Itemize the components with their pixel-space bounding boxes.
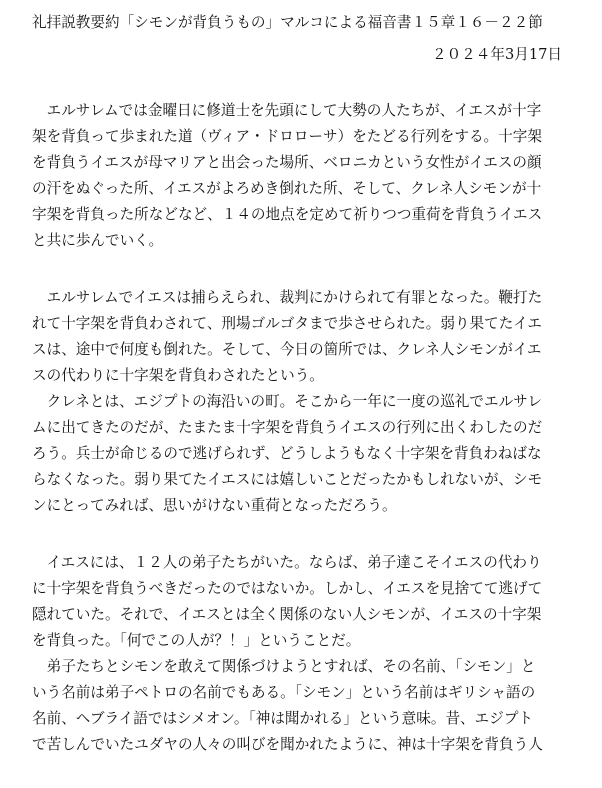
paragraph-line [0,416,602,440]
paragraph-line [0,603,602,627]
paragraph-text: クレネとは、エジプトの海沿いの町。そこから一年に一度の巡礼でエルサレ [32,393,543,410]
paragraph-text: いう名前は弟子ペトロの名前でもある。「シモン」という名前はギリシャ語の [32,684,536,701]
paragraph-line [0,390,602,414]
paragraph-text: 架を背負って歩まれた道（ヴィア・ドロローサ）をたどる行列をする。十字架 [32,128,542,145]
paragraph-line [0,442,602,466]
paragraph-text: ろう。兵士が命じるので逃げられず、どうしようもなく十字架を背負わねばな [32,445,542,462]
paragraph-line [0,229,602,253]
paragraph-text: 隠れていた。それで、イエスとは全く関係のない人シモンが、イエスの十字架 [32,606,542,623]
paragraph-line [0,177,602,201]
paragraph-line [0,364,602,388]
paragraph-text: を背負った。「何でこの人が？！」ということだ。 [32,632,361,649]
paragraph-line [0,655,602,679]
paragraph-text: エルサレムでは金曜日に修道士を先頭にして大勢の人たちが、イエスが十字 [32,102,542,119]
paragraph-text: ムに出てきたのだが、たまたま十字架を背負うイエスの行列に出くわしたのだ [32,419,543,436]
paragraph-text: ンにとってみれば、思いがけない重荷となっただろう。 [32,497,397,514]
paragraph-text: 字架を背負った所などなど、１４の地点を定めて祈りつつ重荷を背負うイエス [32,206,543,223]
paragraph-line [0,551,602,575]
paragraph-text: に十字架を背負うべきだったのではないか。しかし、イエスを見捨てて逃げて [32,580,543,597]
document-date [0,43,602,67]
paragraph-line [0,707,602,731]
paragraph-text: で苦しんでいたユダヤの人々の叫びを聞かれたように、神は十字架を背負う人 [32,736,543,753]
paragraph-text: れて十字架を背負わされて、刑場ゴルゴタまで歩させられた。弱り果てたイエ [32,315,542,332]
paragraph-line [0,286,602,310]
paragraph-line [0,577,602,601]
paragraph-text: 名前、ヘブライ語ではシメオン。「神は聞かれる」という意味。昔、エジプト [32,710,534,727]
paragraph-text: と共に歩んでいく。 [32,232,164,249]
paragraph-text: エルサレムでイエスは捕らえられ、裁判にかけられて有罪となった。鞭打た [32,289,543,306]
paragraph-line [0,203,602,227]
paragraph-line [0,681,602,705]
paragraph-text: らなくなった。弱り果てたイエスには嬉しいことだったかもしれないが、シモ [32,471,543,488]
paragraph-line [0,733,602,757]
paragraph-line [0,151,602,175]
paragraph-line [0,99,602,123]
paragraph-line [0,338,602,362]
paragraph-line [0,494,602,518]
paragraph-text: の汗をぬぐった所、イエスがよろめき倒れた所、そして、クレネ人シモンが十 [32,180,542,197]
document-title-text: 礼拝説教要約「シモンが背負うもの」マルコによる福音書１５章１６－２２節 [32,14,543,31]
paragraph-line [0,312,602,336]
paragraph-text: を背負うイエスが母マリアと出会った場所、ベロニカという女性がイエスの顔 [32,154,542,171]
paragraph-text: イエスには、１２人の弟子たちがいた。ならば、弟子達こそイエスの代わり [32,554,542,571]
paragraph-line [0,629,602,653]
paragraph-text: スは、途中で何度も倒れた。そして、今日の箇所では、クレネ人シモンがイエ [32,341,542,358]
document-date-text: ２０２４年3月17日 [431,46,562,63]
document-title [0,11,602,35]
paragraph-line [0,468,602,492]
paragraph-text: 弟子たちとシモンを敢えて関係づけようとすれば、その名前、「シモン」と [32,658,536,675]
paragraph-text: スの代わりに十字架を背負わされたという。 [32,367,324,384]
paragraph-line [0,125,602,149]
